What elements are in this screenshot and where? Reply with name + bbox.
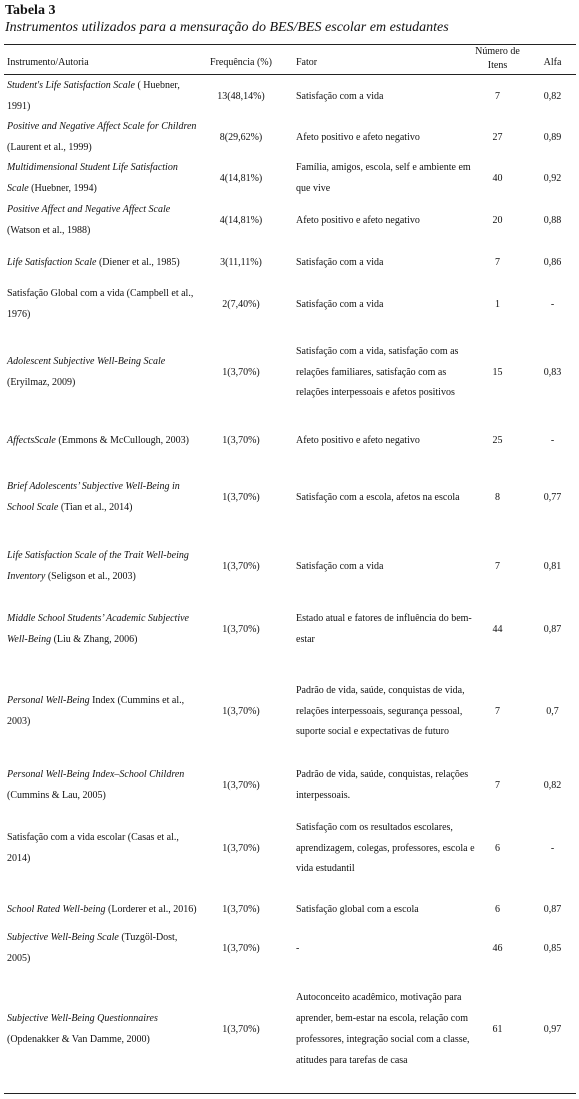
- cell-itens: 6: [495, 903, 500, 915]
- cell-fator: [296, 284, 476, 326]
- table-row: [0, 200, 579, 242]
- instrumento-text: [7, 828, 197, 870]
- cell-fator: [296, 930, 476, 968]
- cell-itens: 1: [495, 298, 500, 310]
- fator-text: Afeto positivo e afeto negativo: [296, 434, 420, 446]
- cell-alfa: 0,89: [543, 131, 562, 143]
- fator-text: -: [296, 942, 300, 954]
- cell-itens: 7: [495, 705, 500, 717]
- instrumento-text: [7, 158, 197, 200]
- cell-fator: [296, 420, 476, 462]
- instrumento-text: [7, 253, 180, 274]
- instrumento-title: Multidimensional Student Life Satisfaction Scale: [7, 162, 178, 194]
- cell-instrumento: [7, 600, 197, 660]
- cell-alfa: 0,82: [543, 779, 562, 791]
- table-row: [0, 534, 579, 600]
- table-row: [0, 968, 579, 1092]
- cell-itens: 44: [492, 623, 503, 635]
- instrumento-authorship: (Cummins & Lau, 2005): [7, 790, 106, 801]
- instrumento-authorship: (Diener et al., 1985): [96, 256, 180, 268]
- cell-alfa: 0,83: [543, 366, 562, 378]
- instrumento-title: Brief Adolescents’ Subjective Well-Being in School Scale: [7, 481, 180, 513]
- cell-instrumento: [7, 968, 197, 1092]
- cell-instrumento: [7, 660, 197, 764]
- cell-instrumento: [7, 534, 197, 600]
- cell-instrumento: [7, 76, 197, 118]
- cell-frequencia: 3(11,11%): [220, 256, 262, 268]
- instrumento-text: [7, 900, 197, 921]
- instrumento-title: Middle School Students’ Academic Subjective Well-Being: [7, 613, 189, 645]
- table-row: [0, 326, 579, 420]
- fator-text: Afeto positivo e afeto negativo: [296, 214, 420, 226]
- cell-itens: 6: [495, 842, 500, 854]
- cell-alfa: 0,92: [543, 172, 562, 184]
- cell-fator: [296, 534, 476, 600]
- header-itens-line2: Itens: [487, 60, 508, 71]
- fator-text: Autoconceito acadêmico, motivação para aprender, bem-estar na escola, relação com professores, integração social com a classe, atitudes para tarefas de casa: [296, 992, 470, 1066]
- cell-itens: 7: [495, 779, 500, 791]
- cell-fator: [296, 326, 476, 420]
- fator-text: Satisfação com a vida, satisfação com as relações familiares, satisfação com as relações interpessoais e afetos positivos: [296, 345, 459, 399]
- cell-frequencia: 4(14,81%): [219, 172, 263, 184]
- instrumento-text: [7, 546, 197, 588]
- instrumento-text: [7, 76, 197, 118]
- cell-instrumento: [7, 764, 197, 808]
- cell-alfa: -: [550, 298, 555, 310]
- table-row: [0, 890, 579, 930]
- fator-text: Satisfação com a vida: [296, 256, 384, 268]
- header-itens: [470, 45, 525, 73]
- cell-itens: 7: [495, 256, 500, 268]
- header-frequencia: Frequência (%): [210, 57, 272, 68]
- instrumento-title: School Rated Well-being: [7, 903, 106, 915]
- instrumento-text: [7, 691, 197, 733]
- cell-alfa: 0,85: [543, 942, 562, 954]
- cell-instrumento: [7, 326, 197, 420]
- fator-text: Família, amigos, escola, self e ambiente em que vive: [296, 162, 471, 194]
- fator-text: Estado atual e fatores de influência do bem-estar: [296, 613, 472, 645]
- fator-text: Satisfação global com a escola: [296, 903, 419, 915]
- fator-text: Satisfação com os resultados escolares, aprendizagem, colegas, professores, escola e vida estudantil: [296, 821, 475, 875]
- cell-alfa: 0,86: [543, 256, 562, 268]
- cell-frequencia: 1(3,70%): [222, 491, 260, 503]
- cell-alfa: 0,7: [546, 705, 559, 717]
- bottom-rule: [4, 1093, 576, 1094]
- instrumento-title: Subjective Well-Being Questionnaires: [7, 1013, 158, 1025]
- cell-itens: 20: [492, 214, 503, 226]
- cell-frequencia: 1(3,70%): [222, 842, 260, 854]
- instrumento-title: Student's Life Satisfaction Scale: [7, 80, 135, 92]
- table-row: [0, 76, 579, 118]
- cell-itens: 15: [492, 366, 503, 378]
- cell-alfa: -: [550, 842, 555, 854]
- header-rule: [4, 74, 576, 75]
- cell-itens: 7: [495, 560, 500, 572]
- instrumento-title: Adolescent Subjective Well-Being Scale: [7, 356, 166, 368]
- header-itens-line1: Número de: [475, 46, 520, 57]
- instrumento-authorship: (Tuzgöl-Dost, 2005): [7, 932, 178, 964]
- instrumento-title: Personal Well-Being Index–School Children: [7, 769, 185, 781]
- cell-frequencia: 1(3,70%): [222, 560, 260, 572]
- cell-frequencia: 4(14,81%): [219, 214, 263, 226]
- cell-alfa: -: [550, 434, 555, 446]
- cell-instrumento: [7, 200, 197, 242]
- fator-text: Satisfação com a vida: [296, 298, 384, 310]
- table-row: [0, 420, 579, 462]
- instrumento-text: [7, 284, 197, 326]
- instrumento-text: [7, 352, 197, 394]
- instrumento-authorship: (Laurent et al., 1999): [7, 142, 92, 153]
- instrumento-title: Positive and Negative Affect Scale for Children: [7, 121, 197, 133]
- instrumento-text: [7, 117, 197, 159]
- fator-text: Satisfação com a vida: [296, 90, 384, 102]
- cell-fator: [296, 158, 476, 200]
- header-instrumento: Instrumento/Autoria: [7, 57, 89, 68]
- instrumento-authorship: Index (Cummins et al., 2003): [7, 695, 185, 727]
- cell-fator: [296, 462, 476, 534]
- instrumento-title: Subjective Well-Being Scale: [7, 932, 119, 944]
- cell-instrumento: [7, 242, 197, 284]
- cell-frequencia: 1(3,70%): [222, 903, 260, 915]
- instrumento-text: [7, 477, 197, 519]
- cell-fator: [296, 600, 476, 660]
- cell-frequencia: 13(48,14%): [217, 90, 265, 102]
- cell-fator: [296, 764, 476, 808]
- cell-frequencia: 1(3,70%): [222, 942, 260, 954]
- cell-frequencia: 1(3,70%): [222, 705, 260, 717]
- cell-instrumento: [7, 158, 197, 200]
- table-row: [0, 808, 579, 890]
- cell-itens: 25: [492, 434, 503, 446]
- instrumento-title: AffectsScale: [7, 434, 56, 446]
- cell-fator: [296, 200, 476, 242]
- cell-alfa: 0,82: [543, 90, 562, 102]
- instrumento-authorship: Satisfação Global com a vida (Campbell et al., 1976): [7, 288, 194, 320]
- cell-instrumento: [7, 462, 197, 534]
- cell-instrumento: [7, 284, 197, 326]
- fator-text: Padrão de vida, saúde, conquistas de vida, relações interpessoais, segurança pessoal, suporte social e expectativas de futuro: [296, 684, 465, 738]
- instrumento-title: Life Satisfaction Scale of the Trait Well-being Inventory: [7, 550, 189, 582]
- cell-fator: [296, 76, 476, 118]
- cell-itens: 27: [492, 131, 503, 143]
- cell-itens: 8: [495, 491, 500, 503]
- cell-alfa: 0,87: [543, 903, 562, 915]
- cell-alfa: 0,97: [543, 1023, 562, 1035]
- cell-itens: 40: [492, 172, 503, 184]
- table-row: [0, 118, 579, 158]
- instrumento-title: Life Satisfaction Scale: [7, 256, 97, 268]
- table-title: Tabela 3: [5, 3, 56, 18]
- instrumento-text: [7, 609, 197, 651]
- instrumento-text: [7, 1009, 197, 1051]
- instrumento-authorship: (Seligson et al., 2003): [45, 571, 136, 582]
- fator-text: Afeto positivo e afeto negativo: [296, 131, 420, 143]
- cell-instrumento: [7, 808, 197, 890]
- table-row: [0, 600, 579, 660]
- instrumento-text: [7, 928, 197, 970]
- fator-text: Satisfação com a vida: [296, 560, 384, 572]
- instrumento-authorship: (Liu & Zhang, 2006): [51, 634, 138, 645]
- cell-alfa: 0,81: [543, 560, 562, 572]
- cell-fator: [296, 660, 476, 764]
- table-row: [0, 284, 579, 326]
- cell-fator: [296, 118, 476, 158]
- header-fator: Fator: [296, 57, 318, 68]
- cell-fator: [296, 890, 476, 930]
- cell-frequencia: 8(29,62%): [219, 131, 263, 143]
- cell-itens: 46: [492, 942, 503, 954]
- instrumento-authorship: Satisfação com a vida escolar (Casas et al., 2014): [7, 832, 179, 864]
- instrumento-authorship: (Watson et al., 1988): [7, 225, 91, 236]
- instrumento-authorship: (Eryilmaz, 2009): [7, 377, 76, 388]
- instrumento-authorship: (Huebner, 1994): [28, 183, 97, 194]
- cell-alfa: 0,88: [543, 214, 562, 226]
- fator-text: Satisfação com a escola, afetos na escola: [296, 491, 460, 503]
- cell-alfa: 0,77: [543, 491, 562, 503]
- cell-itens: 61: [492, 1023, 503, 1035]
- cell-frequencia: 1(3,70%): [222, 434, 260, 446]
- cell-fator: [296, 242, 476, 284]
- instrumento-text: [7, 431, 189, 452]
- cell-fator: [296, 968, 476, 1092]
- table-row: [0, 462, 579, 534]
- cell-instrumento: [7, 930, 197, 968]
- fator-text: Padrão de vida, saúde, conquistas, relações interpessoais.: [296, 769, 469, 801]
- cell-instrumento: [7, 890, 197, 930]
- instrumento-title: Positive Affect and Negative Affect Scale: [7, 204, 171, 216]
- cell-frequencia: 1(3,70%): [222, 623, 260, 635]
- table-subtitle: Instrumentos utilizados para a mensuração do BES/BES escolar em estudantes: [5, 20, 449, 35]
- cell-instrumento: [7, 118, 197, 158]
- header-alfa: Alfa: [543, 57, 562, 68]
- instrumento-authorship: (Lorderer et al., 2016): [105, 903, 197, 915]
- instrumento-authorship: ( Huebner, 1991): [7, 80, 180, 112]
- table-row: [0, 764, 579, 808]
- instrumento-authorship: (Emmons & McCullough, 2003): [55, 434, 189, 446]
- table-row: [0, 242, 579, 284]
- instrumento-text: [7, 765, 197, 807]
- cell-frequencia: 1(3,70%): [222, 366, 260, 378]
- table-row: [0, 158, 579, 200]
- table-row: [0, 660, 579, 764]
- instrumento-authorship: (Opdenakker & Van Damme, 2000): [7, 1034, 150, 1045]
- cell-alfa: 0,87: [543, 623, 562, 635]
- cell-frequencia: 1(3,70%): [222, 779, 260, 791]
- cell-frequencia: 1(3,70%): [222, 1023, 260, 1035]
- cell-fator: [296, 808, 476, 890]
- instrumento-authorship: (Tian et al., 2014): [58, 502, 133, 513]
- cell-itens: 7: [495, 90, 500, 102]
- cell-frequencia: 2(7,40%): [222, 298, 260, 310]
- instrumento-text: [7, 200, 197, 242]
- cell-instrumento: [7, 420, 197, 462]
- instrumento-title: Personal Well-Being: [7, 695, 90, 707]
- table-row: [0, 930, 579, 968]
